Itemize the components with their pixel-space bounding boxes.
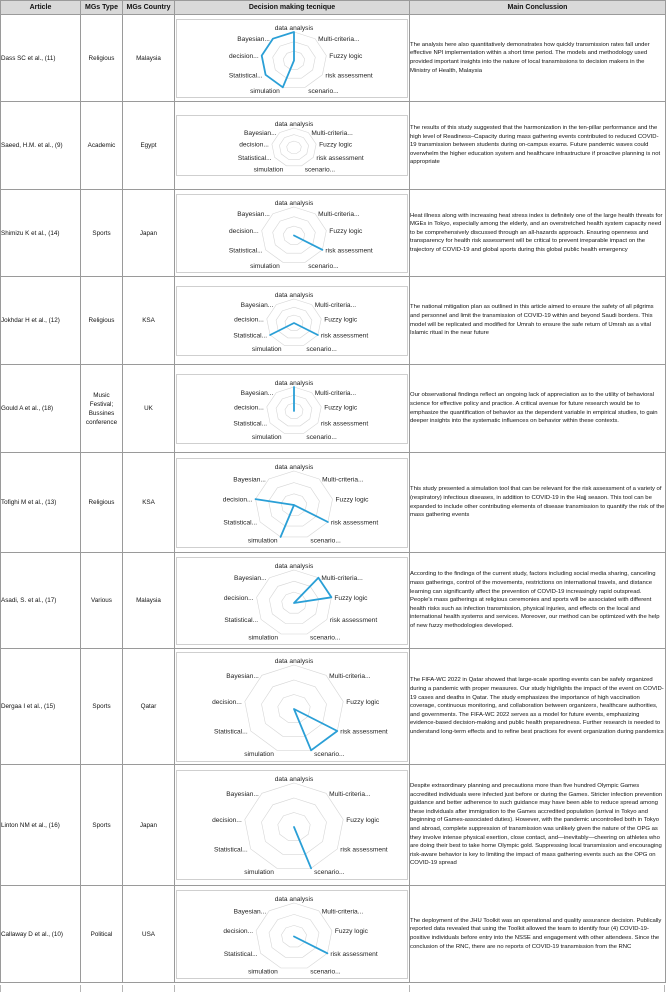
radar-svg	[177, 287, 407, 355]
radar-axis-label: Bayesian...	[226, 790, 259, 798]
radar-axis-label: scenario...	[308, 87, 339, 95]
radar-chart	[176, 286, 408, 356]
article-cell: Dass SC et al., (11)	[1, 15, 81, 102]
radar-axis-label: Fuzzy logic	[329, 227, 363, 235]
radar-axis-label: simulation	[251, 345, 282, 353]
decision-technique-cell	[175, 886, 410, 983]
radar-axis-label: scenario...	[304, 166, 336, 174]
table-body	[1, 15, 666, 983]
radar-axis-label: Fuzzy logic	[346, 816, 380, 824]
radar-axis-label: data analysis	[274, 121, 314, 128]
radar-axis-label: scenario...	[310, 536, 341, 544]
radar-chart	[176, 115, 408, 176]
mg-type-line: Religious	[88, 54, 115, 62]
radar-axis-label: scenario...	[306, 433, 337, 441]
radar-axis-label: Fuzzy logic	[329, 52, 363, 60]
decision-technique-cell	[175, 190, 410, 277]
radar-axis-label: Multi-criteria...	[329, 672, 371, 680]
radar-axis-label: data analysis	[274, 562, 314, 570]
radar-axis-label: simulation	[250, 87, 280, 95]
radar-axis-label: Bayesian...	[240, 389, 274, 397]
radar-axis-label: decision...	[228, 227, 259, 235]
header-mgs-country: MGs Country	[123, 1, 175, 15]
radar-axis-label: Fuzzy logic	[346, 698, 380, 706]
radar-axis-label: risk assessment	[329, 616, 378, 624]
radar-axis-label: Multi-criteria...	[311, 130, 353, 138]
radar-axis-label: Bayesian...	[233, 907, 267, 915]
radar-chart	[176, 194, 408, 273]
mg-type-cell	[81, 15, 123, 102]
radar-axis-label: Fuzzy logic	[324, 403, 358, 411]
radar-grid-ring	[256, 471, 333, 537]
radar-axis-label: decision...	[234, 403, 264, 411]
decision-technique-cell	[175, 277, 410, 365]
mg-country-cell: KSA	[123, 277, 175, 365]
radar-axis-label: decision...	[223, 594, 254, 602]
radar-axis-label: Statistical...	[228, 246, 263, 254]
radar-axis-label: risk assessment	[340, 728, 388, 735]
article-cell: Jokhdar H et al., (12)	[1, 277, 81, 365]
radar-axis-label: decision...	[223, 927, 254, 935]
radar-axis-label: Statistical...	[233, 420, 268, 427]
radar-axis-label: data analysis	[274, 776, 314, 783]
mg-country-cell: Qatar	[123, 649, 175, 765]
radar-chart	[176, 458, 408, 548]
radar-axis-label: Bayesian...	[233, 574, 267, 582]
main-conclusion-cell: Our observational findings reflect an ongoing lack of appreciation as to the utility of behavioral science for effective policy and practice. A critical avenue for future research would be to emphasize the quantification of behavior as the dependent variable in empirical studies, to gain deeper insights into the systematic influences on behavior within these contexts.	[410, 365, 666, 453]
article-cell: Tofighi M et al., (13)	[1, 453, 81, 553]
mg-type-cell	[81, 365, 123, 453]
radar-axis-label: Statistical...	[228, 71, 263, 79]
radar-svg	[177, 653, 407, 761]
decision-technique-cell	[175, 365, 410, 453]
radar-axis-label: simulation	[251, 433, 282, 441]
article-cell: Linton NM et al., (16)	[1, 765, 81, 886]
main-conclusion-cell: The analysis here also quantitatively demonstrates how quickly transmission rates fall under effective NPI implementation within a short time period. The models and methodology used provided important insights into the nature of local transmissions to decision makers in the Ministry of Health, Malaysia	[410, 15, 666, 102]
radar-axis-label: simulation	[250, 262, 280, 270]
mg-country-cell: Malaysia	[123, 553, 175, 649]
decision-technique-cell	[175, 453, 410, 553]
radar-svg	[177, 771, 407, 879]
main-conclusion-cell: The national mitigation plan as outlined in this article aimed to ensure the safety of all pilgrims and personnel and limit the transmission of COVID-19 within and beyond Saudi borders. This model will be replicated and modified for Umrah to ensure the safe return of Umrah as a vital Islamic ritual in the near future	[410, 277, 666, 365]
decision-technique-cell	[175, 765, 410, 886]
radar-grid-ring	[287, 141, 302, 153]
radar-svg	[177, 459, 407, 547]
main-conclusion-cell: This study presented a simulation tool that can be relevant for the risk assessment of a variety of (respiratory) infectious diseases, in addition to COVID-19 in the Hajj season. This tool can be expanded to include other contributing elements of disease transmission to quantify the risk of the mass gathering events	[410, 453, 666, 553]
radar-axis-label: decision...	[234, 315, 264, 323]
table-row	[1, 365, 666, 453]
radar-svg	[177, 375, 407, 443]
radar-axis-label: data analysis	[274, 199, 314, 207]
article-cell: Saeed, H.M. et al., (9)	[1, 102, 81, 190]
header-main-conclusion: Main Conclussion	[410, 1, 666, 15]
radar-axis-label: Fuzzy logic	[319, 141, 353, 149]
mg-type-cell	[81, 102, 123, 190]
radar-axis-label: Statistical...	[233, 332, 268, 339]
decision-technique-cell	[175, 102, 410, 190]
radar-axis-label: simulation	[244, 868, 274, 876]
radar-axis-label: simulation	[244, 750, 274, 758]
radar-axis-label: data analysis	[274, 291, 314, 299]
radar-axis-label: risk assessment	[316, 154, 364, 162]
radar-axis-label: Bayesian...	[233, 476, 266, 483]
radar-series-line	[294, 709, 337, 750]
radar-axis-label: Multi-criteria...	[314, 389, 357, 397]
mg-type-line: Sports	[92, 821, 111, 829]
header-decision-technique: Decision making tecnique	[175, 1, 410, 15]
mg-type-line: Music Festival;	[89, 391, 114, 408]
radar-axis-label: Multi-criteria...	[318, 35, 360, 43]
mg-type-cell	[81, 277, 123, 365]
radar-axis-label: scenario...	[314, 750, 345, 758]
radar-axis-label: decision...	[222, 496, 253, 504]
radar-axis-label: Bayesian...	[243, 130, 277, 138]
article-cell: Dergaa I et al., (15)	[1, 649, 81, 765]
mg-type-cell	[81, 190, 123, 277]
radar-chart	[176, 19, 408, 98]
radar-axis-label: Multi-criteria...	[321, 907, 364, 915]
radar-series-line	[294, 235, 322, 249]
mg-type-cell	[81, 553, 123, 649]
radar-axis-label: Bayesian...	[240, 301, 274, 309]
mg-country-cell: USA	[123, 886, 175, 983]
radar-axis-label: scenario...	[308, 262, 339, 270]
radar-axis-label: Fuzzy logic	[335, 496, 369, 504]
table-row	[1, 453, 666, 553]
radar-axis-label: data analysis	[274, 463, 314, 471]
radar-axis-label: data analysis	[274, 657, 314, 665]
mg-type-line: Academic	[87, 142, 116, 149]
mg-country-cell: Egypt	[123, 102, 175, 190]
radar-axis-label: simulation	[247, 536, 278, 544]
radar-chart	[176, 374, 408, 444]
mg-type-cell	[81, 453, 123, 553]
radar-chart	[176, 770, 408, 880]
radar-axis-label: decision...	[228, 52, 259, 60]
mg-type-cell	[81, 886, 123, 983]
radar-axis-label: Statistical...	[213, 846, 248, 854]
radar-axis-label: simulation	[248, 968, 278, 975]
radar-axis-label: Multi-criteria...	[314, 301, 357, 309]
mg-type-cell	[81, 649, 123, 765]
radar-svg	[177, 558, 407, 644]
decision-technique-cell	[175, 553, 410, 649]
table-row	[1, 649, 666, 765]
radar-axis-label: risk assessment	[330, 950, 378, 958]
table-row	[1, 102, 666, 190]
radar-axis-label: risk assessment	[320, 332, 369, 339]
decision-technique-cell	[175, 15, 410, 102]
article-cell: Callaway D et al., (10)	[1, 886, 81, 983]
mg-country-cell: Japan	[123, 765, 175, 886]
radar-axis-label: scenario...	[306, 345, 337, 353]
radar-axis-label: Multi-criteria...	[321, 574, 363, 582]
header-article: Article	[1, 1, 81, 15]
radar-svg	[177, 195, 407, 272]
table-row	[1, 15, 666, 102]
radar-axis-label: Fuzzy logic	[334, 927, 368, 935]
radar-series-line	[294, 936, 327, 953]
radar-svg	[177, 116, 407, 175]
radar-axis-label: decision...	[212, 698, 242, 706]
radar-axis-label: Bayesian...	[226, 672, 259, 680]
radar-axis-label: Multi-criteria...	[318, 210, 360, 218]
radar-axis-label: decision...	[212, 816, 242, 824]
table-row	[1, 765, 666, 886]
radar-axis-label: scenario...	[310, 634, 341, 641]
radar-axis-label: Statistical...	[223, 950, 258, 958]
radar-axis-label: Fuzzy logic	[334, 594, 368, 602]
radar-chart	[176, 652, 408, 762]
article-cell: Shimizu K et al., (14)	[1, 190, 81, 277]
decision-technique-cell	[175, 649, 410, 765]
radar-svg	[177, 891, 407, 978]
next-row-border	[0, 985, 665, 992]
radar-chart	[176, 890, 408, 979]
radar-axis-label: simulation	[253, 166, 284, 174]
radar-axis-label: risk assessment	[325, 71, 373, 79]
radar-grid-ring	[279, 135, 308, 160]
radar-series-line	[256, 499, 328, 537]
radar-axis-label: Statistical...	[223, 519, 258, 526]
header-row	[1, 1, 666, 15]
mg-type-line: Religious	[88, 317, 115, 324]
radar-axis-label: data analysis	[274, 895, 314, 903]
radar-chart	[176, 557, 408, 645]
main-conclusion-cell: Despite extraordinary planning and precautions more than five hundred Olympic Games accredited individuals were infected just before or during the Games. Stricter infection prevention guidance and better adherence to such guidance may have been able to reduce spread among these individuals after immigration to the Games accredited population (arrival in Tokyo and beginning of Games-associated duties). However, with the pandemic uncontrolled both in Tokyo and abroad, complete suppression of transmission was unlikely given the nature of the OPG as they involve intense physical exertion, close contact, and—inevitably—cheering on athletes who are doing their best to take home Olympic gold. Suppressing local transmission and encouraging risk-aware behavior is key to limiting the impact of mass gathering events such as the OPG on COVID-19 spread	[410, 765, 666, 886]
radar-axis-label: risk assessment	[330, 519, 379, 526]
radar-axis-label: Statistical...	[237, 154, 272, 162]
radar-axis-label: data analysis	[274, 24, 314, 32]
main-conclusion-cell: According to the findings of the current study, factors including social media sharing, canceling mass gatherings, control of the movements, restrictions on international travels, and distance learning can significantly affect the prevention of COVID-19 increasingly rapid outspread. People's mass gatherings at religious ceremonies and sports will be associated with different health risks such as infection transmission, physical injuries, and effects on the local and international health systems and services. Moreover, our method can be optimized with the help of new fuzzy methodologies developed.	[410, 553, 666, 649]
mg-type-line: Bussines	[88, 409, 115, 417]
mg-type-line: Sports	[92, 703, 111, 710]
article-cell: Gould A et al., (18)	[1, 365, 81, 453]
radar-axis-label: Fuzzy logic	[324, 315, 358, 323]
table-row	[1, 277, 666, 365]
mg-type-line: Various	[91, 597, 112, 604]
main-conclusion-cell: The deployment of the JHU Toolkit was an operational and quality assurance decision. Publically reported data revealed that using the Toolkit allowed the team to identify four (4) COVID-19-positive individuals before entry into the NSSE and engagement with other attendees. Since the conclusion of the RNC, there are no reports of COVID-19 transmission from the RNC	[410, 886, 666, 983]
radar-axis-label: decision...	[239, 141, 269, 149]
table-row	[1, 886, 666, 983]
radar-axis-label: Statistical...	[224, 616, 259, 624]
radar-axis-label: risk assessment	[325, 246, 373, 254]
radar-grid-ring	[256, 903, 332, 968]
article-cell: Asadi, S. et al., (17)	[1, 553, 81, 649]
main-conclusion-cell: Heat illness along with increasing heat stress index is definitely one of the large health threats for MGEs in Tokyo, especially among the elderly, and an overstretched health system capacity need to be comprehensively discussed through an all-hazards approach. Ensuring openness and transparency for health risk assessment will be critical to prevent irreparable impact on the trajectory of COVID-19 and global sports during this global public health emergency	[410, 190, 666, 277]
mg-type-line: conference	[85, 418, 118, 426]
table-row	[1, 553, 666, 649]
radar-grid-ring	[272, 128, 316, 166]
mg-country-cell: UK	[123, 365, 175, 453]
mg-country-cell: Malaysia	[123, 15, 175, 102]
header-mgs-type: MGs Type	[81, 1, 123, 15]
radar-axis-label: Multi-criteria...	[329, 790, 371, 798]
mg-type-line: Political	[90, 930, 113, 938]
main-conclusion-cell: The results of this study suggested that the harmonization in the ten-pillar performance and the high level of Readiness–Capacity during mass gathering events contributed to reduced COVID-19 transmission between students during on-campus exams. Future pandemic waves could overwhelm the higher education system and healthcare infrastructure if proactive planning is not appropriate	[410, 102, 666, 190]
table-row	[1, 190, 666, 277]
radar-axis-label: Statistical...	[213, 728, 248, 735]
radar-axis-label: Bayesian...	[237, 35, 270, 43]
radar-axis-label: data analysis	[274, 379, 314, 387]
radar-axis-label: risk assessment	[340, 846, 388, 854]
radar-axis-label: scenario...	[310, 968, 341, 975]
radar-axis-label: simulation	[248, 634, 278, 641]
mg-country-cell: Japan	[123, 190, 175, 277]
mg-type-cell	[81, 765, 123, 886]
main-conclusion-cell: The FIFA-WC 2022 in Qatar showed that large-scale sporting events can be safely organized during a pandemic with proper measures. Our study highlights the impact of the event on COVID-19 cases and deaths in Qatar. The study emphasizes the importance of high vaccination coverage, continuous monitoring, and collaboration between organizers, healthcare authorities, and governments. The FIFA-WC 2022 serves as a model for future events, emphasizing evidence-based decision-making and public health preparedness. Further research is needed to understand long-term effects and to refine best practices for event organization during pandemics	[410, 649, 666, 765]
radar-axis-label: Bayesian...	[237, 210, 270, 218]
radar-svg	[177, 20, 407, 97]
radar-axis-label: Multi-criteria...	[322, 476, 364, 483]
radar-axis-label: risk assessment	[320, 420, 369, 427]
mg-type-line: Sports	[92, 229, 111, 237]
radar-axis-label: scenario...	[314, 868, 345, 876]
mg-type-line: Religious	[88, 499, 115, 506]
mg-country-cell: KSA	[123, 453, 175, 553]
